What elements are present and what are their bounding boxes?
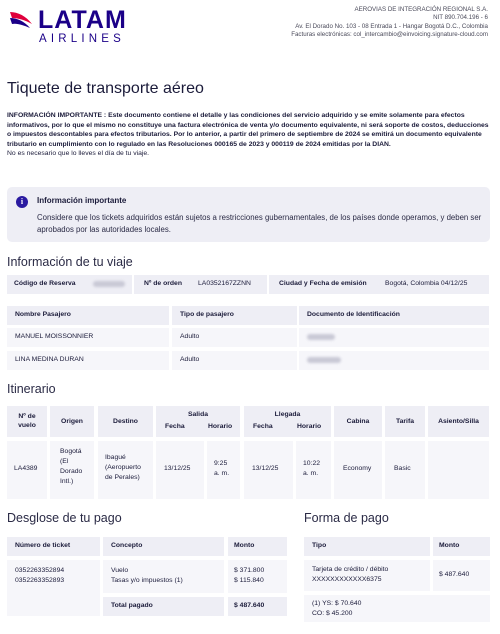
itin-row-tarifa: Basic bbox=[385, 441, 425, 499]
orden-value: LA0352167ZZNN bbox=[198, 280, 251, 287]
itin-row-destino: Ibagué (Aeropuerto de Perales) bbox=[98, 441, 153, 499]
ticket-number: 0352263352894 bbox=[15, 567, 65, 574]
latam-bird-icon bbox=[8, 8, 34, 32]
info-icon: i bbox=[16, 196, 28, 208]
info-text: Considere que los tickets adquiridos están sujetos a restricciones gubernamentales, de los países donde operamos, y deben ser aprobados por las autoridades locales. bbox=[37, 213, 482, 234]
payment-monto-cell bbox=[228, 560, 287, 593]
form-note-co: CO: $ 45.200 bbox=[312, 610, 353, 617]
ticket-number: 0352263352893 bbox=[15, 577, 65, 584]
itin-row-salida-hora: 9:25 a. m. bbox=[207, 441, 240, 499]
payment-total-label-cell: Total pagado bbox=[103, 597, 224, 616]
passenger-row-2-name: LINA MEDINA DURAN bbox=[7, 351, 169, 370]
passenger-header-doc: Documento de Identificación bbox=[299, 306, 489, 325]
payment-tickets-cell bbox=[7, 560, 100, 616]
important-notice bbox=[7, 111, 489, 159]
form-header-monto: Monto bbox=[433, 537, 490, 556]
itin-header-vuelo: Nº de vuelo bbox=[7, 406, 47, 437]
form-tipo-number: XXXXXXXXXXXX6375 bbox=[312, 576, 382, 583]
emision-label: Ciudad y Fecha de emisión bbox=[279, 280, 367, 287]
info-title: Información importante bbox=[37, 196, 127, 205]
itin-header-origen: Origen bbox=[50, 406, 94, 437]
company-info bbox=[291, 6, 488, 40]
header bbox=[0, 0, 500, 62]
payment-section-title: Desglose de tu pago bbox=[7, 511, 122, 525]
company-address: Av. El Dorado No. 103 - 08 Entrada 1 - Hangar Bogotá D.C., Colombia bbox=[295, 22, 488, 30]
brand-sub: AIRLINES bbox=[39, 33, 126, 45]
itin-header-tarifa: Tarifa bbox=[385, 406, 425, 437]
orden-cell bbox=[134, 275, 267, 294]
passenger-header-type: Tipo de pasajero bbox=[172, 306, 297, 325]
trip-section-title: Información de tu viaje bbox=[7, 255, 133, 269]
itin-row-origen: Bogotá (El Dorado Intl.) bbox=[50, 441, 94, 499]
payment-header-concepto: Concepto bbox=[103, 537, 224, 556]
payment-header-monto: Monto bbox=[228, 537, 287, 556]
concepto-vuelo: Vuelo bbox=[111, 567, 129, 574]
itin-header-destino: Destino bbox=[98, 406, 153, 437]
form-section-title: Forma de pago bbox=[304, 511, 389, 525]
passenger-row-1-type: Adulto bbox=[172, 328, 297, 347]
itin-row-salida-fecha: 13/12/25 bbox=[156, 441, 204, 499]
itin-row-llegada-fecha: 13/12/25 bbox=[244, 441, 293, 499]
page-title: Tiquete de transporte aéreo bbox=[7, 80, 204, 97]
itin-header-asiento: Asiento/Silla bbox=[428, 406, 489, 437]
form-tipo-cell bbox=[304, 560, 430, 591]
passenger-row-2-type: Adulto bbox=[172, 351, 297, 370]
orden-label: Nº de orden bbox=[144, 280, 182, 287]
latam-logo bbox=[8, 6, 127, 46]
company-nit: NIT 890.704.196 - 6 bbox=[433, 14, 488, 22]
form-header-tipo: Tipo bbox=[304, 537, 430, 556]
reserva-cell bbox=[7, 275, 132, 294]
monto-vuelo: $ 371.800 bbox=[234, 567, 265, 574]
passenger-row-2-doc bbox=[299, 351, 489, 370]
company-name: AEROVIAS DE INTEGRACIÓN REGIONAL S.A. bbox=[354, 6, 488, 13]
passenger-row-1-doc bbox=[299, 328, 489, 347]
reserva-label: Código de Reserva bbox=[14, 280, 76, 287]
notice-normal-text: No es necesario que lo lleves el día de tu viaje. bbox=[7, 150, 150, 158]
emision-cell bbox=[269, 275, 489, 294]
itinerary-section-title: Itinerario bbox=[7, 382, 56, 396]
payment-header-ticket: Número de ticket bbox=[7, 537, 100, 556]
doc-redacted bbox=[307, 357, 341, 363]
company-einvoice: Facturas electrónicas: col_intercambio@einvoicing.signature-cloud.com bbox=[291, 31, 488, 39]
itin-row-vuelo: LA4389 bbox=[7, 441, 47, 499]
info-box bbox=[7, 187, 490, 242]
brand-name: LATAM bbox=[38, 6, 127, 34]
passenger-header-name: Nombre Pasajero bbox=[7, 306, 169, 325]
itin-row-cabina: Economy bbox=[334, 441, 382, 499]
reserva-redacted bbox=[93, 281, 125, 287]
doc-redacted bbox=[307, 334, 335, 340]
passenger-row-1-name: MANUEL MOISSONNIER bbox=[7, 328, 169, 347]
itin-header-cabina: Cabina bbox=[334, 406, 382, 437]
form-notes-cell bbox=[304, 595, 490, 622]
payment-concepto-cell bbox=[103, 560, 224, 593]
monto-tasas: $ 115.840 bbox=[234, 577, 264, 584]
payment-total-value-cell: $ 487.640 bbox=[228, 597, 287, 616]
itin-header-salida: Salida Fecha Horario bbox=[156, 406, 240, 437]
itin-header-llegada: Llegada Fecha Horario bbox=[244, 406, 331, 437]
itin-row-llegada-hora: 10:22 a. m. bbox=[296, 441, 331, 499]
form-monto-cell: $ 487.640 bbox=[433, 560, 490, 591]
notice-bold-text: INFORMACIÓN IMPORTANTE : Este documento contiene el detalle y las condiciones del servicio adquirido y se emite solamente para efectos informativos, por lo que el mismo no constituye una factura electrónica de venta y/o documento equivalente, ni será soporte de costos, deducciones o impuestos descontables para efectos tributarios. Por lo anterior, a partir del primero de septiembre de 2024 se emitirá un documento equivalente tributario en cumplimiento con lo regulado en las Resoluciones 000165 de 2023 y 000119 de 2024 emitidas por la DIAN. bbox=[7, 112, 489, 148]
emision-value: Bogotá, Colombia 04/12/25 bbox=[385, 280, 468, 287]
form-tipo-card: Tarjeta de crédito / débito bbox=[312, 566, 389, 573]
itin-row-asiento bbox=[428, 441, 489, 499]
concepto-tasas: Tasas y/o impuestos (1) bbox=[111, 577, 183, 584]
form-note-ys: (1) YS: $ 70.640 bbox=[312, 600, 362, 607]
